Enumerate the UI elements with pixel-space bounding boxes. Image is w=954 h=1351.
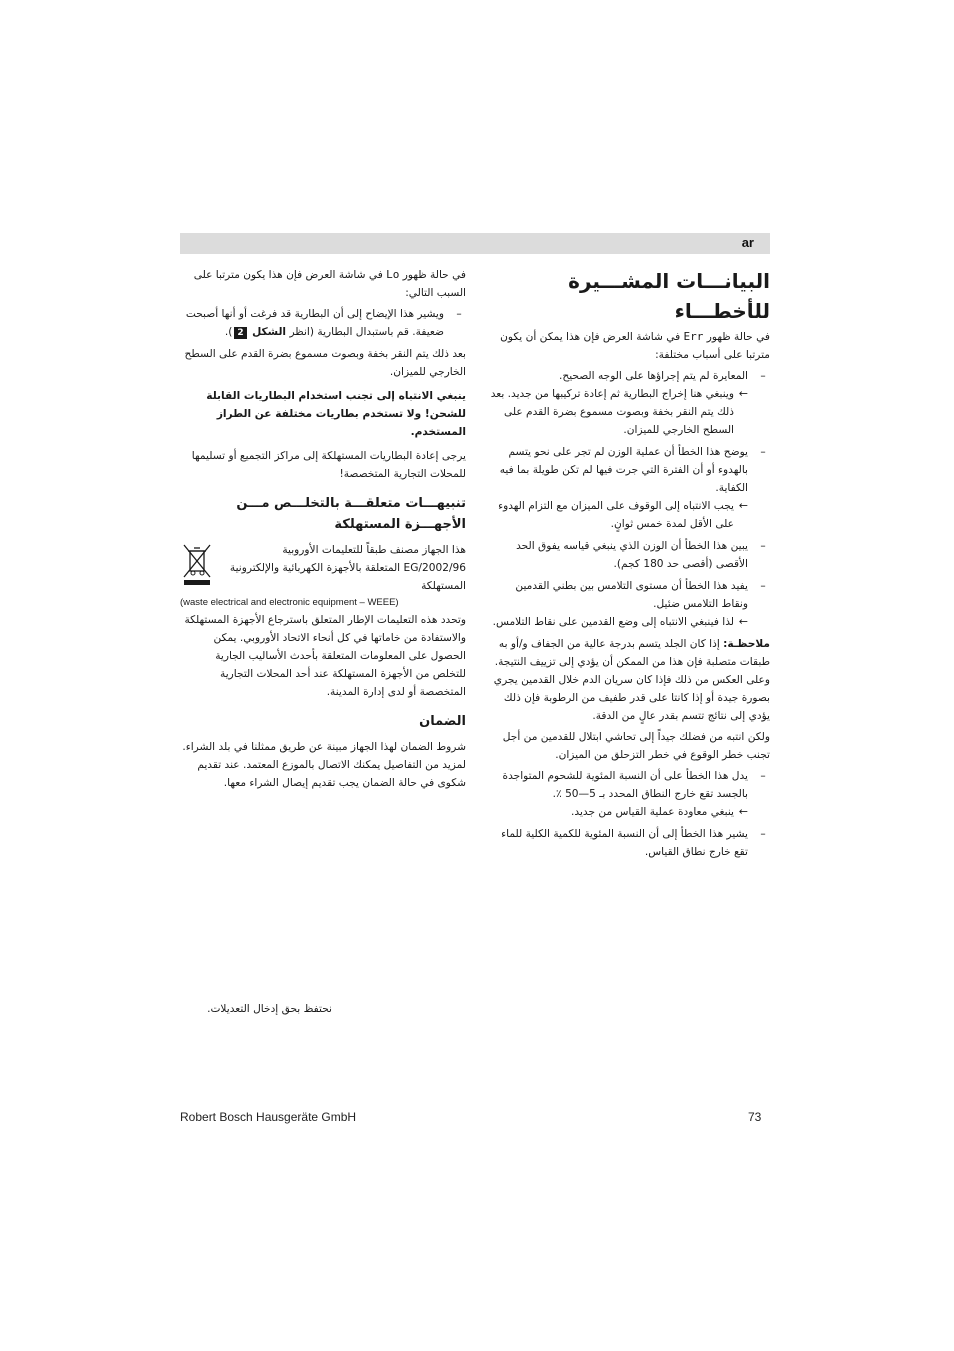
- right-column: [488, 266, 770, 865]
- note-paragraph-2: ولكن انتبه من فضلك جيداً إلى تحاشي ابتلال للقدمين من أجل تجنب خطر الوقوع في خطر التزحلق من الميزان.: [502, 731, 770, 761]
- left-column: [180, 266, 466, 795]
- disposal-title: تنبيهـــات متعلقـــة بالتخلـــص مـــن الأجهـــزة المستهلكة: [236, 496, 466, 532]
- lo-code: Lo: [386, 268, 400, 281]
- dash-icon: –: [760, 446, 766, 458]
- warranty-title: الضمان: [419, 714, 466, 729]
- dash-icon: –: [760, 370, 766, 382]
- dash-icon: –: [456, 308, 462, 320]
- dash-icon: –: [760, 770, 766, 782]
- dash-icon: –: [760, 580, 766, 592]
- figure-number-badge: 2: [234, 327, 246, 339]
- weee-block: هذا الجهاز مصنف طبقاً للتعليمات الأوروبية 2002/96/EG المتعلقة بالأجهزة الكهربائية والإلكترونية المستهلكة: [180, 541, 466, 595]
- arrow-left-icon: ←: [738, 615, 748, 628]
- rechargeable-warning: ينبغي الانتباه إلى تجنب استخدام البطاريات القابلة للشحن! ولا تستخدم بطاريات مختلفة عن الطراز المستخدم.: [206, 390, 466, 438]
- dash-icon: –: [760, 828, 766, 840]
- list-item: – يوضح هذا الخطأ أن عملية الوزن لم تجر على نحو يتسم بالهدوء أو أن الفترة التي جرت فيها لم تكن طويلة بما فيه الكفاية. ← يجب الانتباه إلى الوقوف على الميزان مع التزام الهدوء على الأقل لمدة خمس ثوانٍ.: [488, 443, 770, 533]
- footer-company: Robert Bosch Hausgeräte GmbH: [180, 1110, 357, 1124]
- list-subitem: ← لذا فينبغي الانتباه إلى وضع القدمين على نقاط التلامس.: [488, 613, 748, 631]
- list-item: – ويشير هذا الإيضاح إلى أن البطارية قد فرغت أو أنها أصبحت ضعيفة. قم باستبدال البطارية (انظر الشكل 2).: [180, 305, 466, 341]
- list-subitem: ← يجب الانتباه إلى الوقوف على الميزان مع التزام الهدوء على الأقل لمدة خمس ثوانٍ.: [498, 499, 748, 530]
- page-number: 73: [748, 1110, 762, 1124]
- language-label: ar: [741, 235, 754, 250]
- section-title-error-indicators: البيانـــات المشـــيرة للأخطـــاء: [568, 269, 770, 323]
- weee-english: (waste electrical and electronic equipment – WEEE): [180, 597, 399, 608]
- language-bar: [180, 233, 770, 254]
- arrow-left-icon: ←: [738, 387, 748, 400]
- list-subitem: ← ينبغي معاودة عملية القياس من جديد.: [488, 803, 748, 821]
- list-subitem: ← وينبغي هنا إخراج البطارية ثم إعادة تركيبها من جديد. بعد ذلك يتم النقر بخفة وبصوت مسموع بضرة القدم على السطح الخارجي للميزان.: [490, 387, 748, 436]
- list-item: – يشير هذا الخطأ إلى أن النسبة المئوية للكمية الكلية للماء تقع خارج نطاق القياس.: [488, 825, 770, 861]
- list-item: – يفيد هذا الخطأ أن مستوى التلامس بين بطني القدمين ونقاط التلامس ضئيل. ← لذا فينبغي الانتباه إلى وضع القدمين على نقاط التلامس.: [488, 577, 770, 631]
- crossed-bin-icon: [182, 543, 212, 587]
- recycle-text: يرجى إعادة البطاريات المستهلكة إلى مراكز التجميع أو تسليمها للمحلات التجارية المتخصصة!: [191, 450, 466, 480]
- list-item: – يدل هذا الخطأ على أن النسبة المئوية للشحوم المتواجدة بالجسد تقع خارج النطاق المحدد بـ 5—50 ٪. ← ينبغي معاودة عملية القياس من جديد.: [488, 767, 770, 821]
- list-item: – يبين هذا الخطأ أن الوزن الذي ينبغي قياسه يفوق الحد الأقصى (أقصى حد 180 كجم).: [488, 537, 770, 573]
- after-battery-text: بعد ذلك يتم النقر بخفة وبصوت مسموع بضرة القدم على السطح الخارجي للميزان.: [184, 348, 466, 378]
- note-paragraph: ملاحظـة: إذا كان الجلد يتسم بدرجة عالية من الجفاف و/أو به طبقات متصلبة فإن هذا من الممكن أن يؤدي إلى تزييف النتيجة. وعلى العكس من ذلك فإذا كان سريان الدم خلال القدمين يجري بصورة جيدة أو إذا كانتا على قدر طفيف من الرطوبة فإن ذلك يؤدي إلى نتائج تتسم بقدر عالٍ من الدقة.: [493, 638, 770, 722]
- lo-intro: في حالة ظهور Lo في شاشة العرض فإن هذا يكون مترتبا على السبب التالي:: [193, 268, 466, 299]
- err-code: Err: [683, 330, 704, 343]
- list-item: – المعايرة لم يتم إجراؤها على الوجه الصحيح. ← وينبغي هنا إخراج البطارية ثم إعادة تركيبها من جديد. بعد ذلك يتم النقر بخفة وبصوت مسموع بضرة القدم على السطح الخارجي للميزان.: [488, 367, 770, 439]
- reserved-rights-note: نحتفظ بحق إدخال التعديلات.: [207, 1003, 332, 1015]
- dash-icon: –: [760, 540, 766, 552]
- weee-text-2: وتحدد هذه التعليمات الإطار المتعلق باسترجاع الأجهزة المستهلكة والاستفادة من خاماتها في كل أنحاء الاتحاد الأوروبي. يمكن الحصول على المعلومات المتعلقة بأحدث الأساليب الجارية للتخلص من الأجهزة المستهلكة عند أحد المحلات التجارية المتخصصة أو لدى إدارة المدينة.: [184, 614, 466, 698]
- arrow-left-icon: ←: [738, 805, 748, 818]
- err-intro: في حالة ظهور Err في شاشة العرض فإن هذا يمكن أن يكون مترتبا على أسباب مختلفة:: [500, 330, 770, 361]
- arrow-left-icon: ←: [738, 499, 748, 512]
- warranty-text: شروط الضمان لهذا الجهاز مبينة عن طريق ممثلنا في بلد الشراء. لمزيد من التفاصيل يمكنك الاتصال بالموزع المعتمد. عند تقديم شكوى في حالة الضمان يجب تقديم إيصال الشراء معها.: [182, 741, 466, 789]
